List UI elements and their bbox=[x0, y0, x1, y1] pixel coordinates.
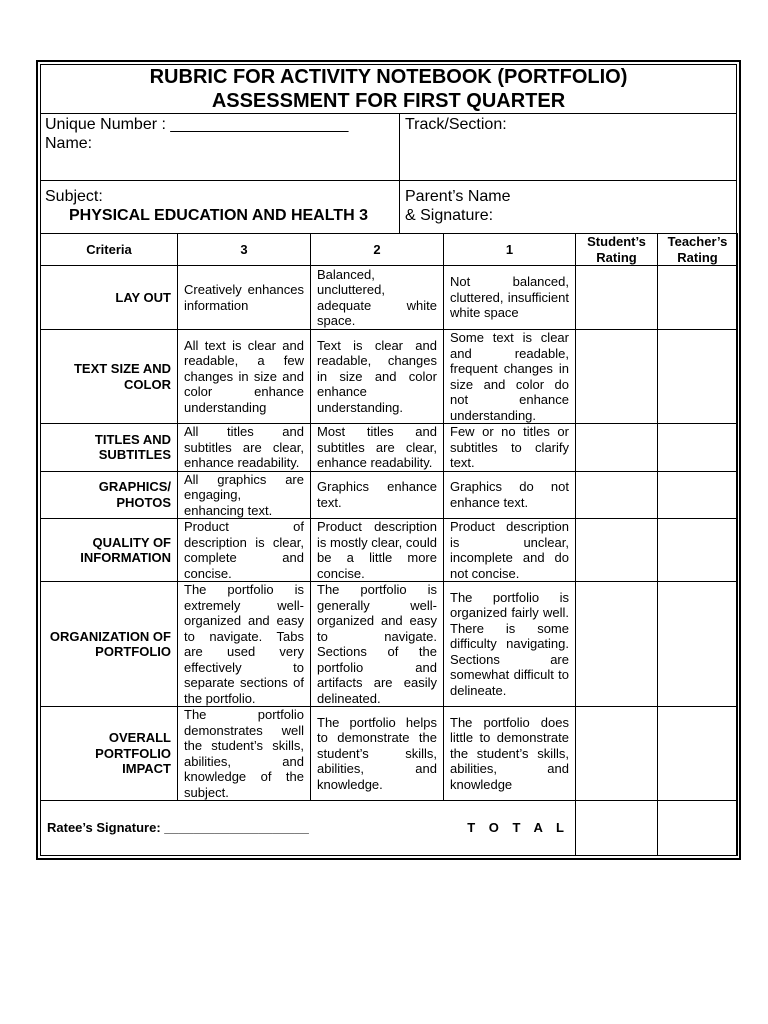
col-student-rating: Student’s Rating bbox=[576, 234, 658, 266]
table-row bbox=[41, 471, 738, 519]
table-row bbox=[41, 330, 738, 424]
student-rating-cell[interactable] bbox=[576, 707, 658, 801]
subject-label: Subject: bbox=[45, 188, 103, 205]
student-rating-cell[interactable] bbox=[576, 330, 658, 424]
score-2-cell: The portfolio helps to demonstrate the student’s skills, abilities, and knowledge. bbox=[311, 707, 444, 801]
teacher-rating-cell[interactable] bbox=[658, 519, 738, 582]
student-rating-cell[interactable] bbox=[576, 471, 658, 519]
teacher-total-cell[interactable] bbox=[658, 801, 738, 856]
unique-number-label: Unique Number : ____________________ bbox=[45, 116, 349, 133]
score-1-cell: Not balanced, cluttered, insufficient white space bbox=[444, 266, 576, 330]
score-3-cell: Creatively enhances information bbox=[178, 266, 311, 330]
criteria-cell: TEXT SIZE AND COLOR bbox=[41, 330, 178, 424]
teacher-rating-cell[interactable] bbox=[658, 471, 738, 519]
parent-signature-field bbox=[405, 187, 511, 225]
score-3-cell: The portfolio is extremely well-organized and easy to navigate. Tabs are used very effectively to separate sections of the portfolio. bbox=[178, 582, 311, 707]
score-3-cell: All graphics are engaging, enhancing text. bbox=[178, 471, 311, 519]
student-rating-cell[interactable] bbox=[576, 519, 658, 582]
ratee-signature: Ratee’s Signature: ____________________ bbox=[41, 801, 444, 856]
teacher-rating-cell[interactable] bbox=[658, 707, 738, 801]
total-label: T O T A L bbox=[444, 801, 576, 856]
track-section-label: Track/Section: bbox=[405, 116, 507, 133]
teacher-rating-cell[interactable] bbox=[658, 330, 738, 424]
title-line-1: RUBRIC FOR ACTIVITY NOTEBOOK (PORTFOLIO) bbox=[149, 66, 628, 88]
col-criteria: Criteria bbox=[41, 234, 178, 266]
table-row bbox=[41, 582, 738, 707]
table-row bbox=[41, 424, 738, 472]
teacher-rating-cell[interactable] bbox=[658, 266, 738, 330]
header-divider-vertical bbox=[399, 113, 400, 233]
rubric-table bbox=[40, 233, 738, 856]
score-3-cell: Product of description is clear, complete and concise. bbox=[178, 519, 311, 582]
score-3-cell: The portfolio demonstrates well the student’s skills, abilities, and knowledge of the subject. bbox=[178, 707, 311, 801]
score-1-cell: Graphics do not enhance text. bbox=[444, 471, 576, 519]
criteria-cell: LAY OUT bbox=[41, 266, 178, 330]
score-2-cell: Text is clear and readable, changes in size and color enhance understanding. bbox=[311, 330, 444, 424]
score-2-cell: Product description is mostly clear, could be a little more concise. bbox=[311, 519, 444, 582]
subject-field bbox=[45, 187, 368, 225]
score-1-cell: Few or no titles or subtitles to clarify text. bbox=[444, 424, 576, 472]
title-line-2: ASSESSMENT FOR FIRST QUARTER bbox=[211, 90, 566, 112]
score-1-cell: Product description is unclear, incomplete and do not concise. bbox=[444, 519, 576, 582]
teacher-rating-cell[interactable] bbox=[658, 582, 738, 707]
score-1-cell: The portfolio does little to demonstrate the student’s skills, abilities, and knowledge bbox=[444, 707, 576, 801]
criteria-cell: TITLES AND SUBTITLES bbox=[41, 424, 178, 472]
criteria-cell: QUALITY OF INFORMATION bbox=[41, 519, 178, 582]
score-3-cell: All text is clear and readable, a few changes in size and color enhance understanding bbox=[178, 330, 311, 424]
subject-value: PHYSICAL EDUCATION AND HEALTH 3 bbox=[69, 207, 368, 224]
score-2-cell: Most titles and subtitles are clear, enhance readability. bbox=[311, 424, 444, 472]
criteria-cell: ORGANIZATION OF PORTFOLIO bbox=[41, 582, 178, 707]
score-2-cell: Balanced, uncluttered, adequate white space. bbox=[311, 266, 444, 330]
col-score-2: 2 bbox=[311, 234, 444, 266]
student-total-cell[interactable] bbox=[576, 801, 658, 856]
student-rating-cell[interactable] bbox=[576, 424, 658, 472]
col-score-1: 1 bbox=[444, 234, 576, 266]
col-score-3: 3 bbox=[178, 234, 311, 266]
table-header-row bbox=[41, 234, 738, 266]
score-1-cell: The portfolio is organized fairly well. There is some difficulty navigating. Sections are somewhat difficult to delineate. bbox=[444, 582, 576, 707]
parent-signature-label: & Signature: bbox=[405, 207, 494, 224]
student-rating-cell[interactable] bbox=[576, 582, 658, 707]
col-teacher-rating: Teacher’s Rating bbox=[658, 234, 738, 266]
score-2-cell: The portfolio is generally well-organized and easy to navigate. Sections of the portfolio and artifacts are easily delineated. bbox=[311, 582, 444, 707]
teacher-rating-cell[interactable] bbox=[658, 424, 738, 472]
student-rating-cell[interactable] bbox=[576, 266, 658, 330]
unique-number-field bbox=[45, 115, 348, 153]
score-3-cell: All titles and subtitles are clear, enhance readability. bbox=[178, 424, 311, 472]
score-2-cell: Graphics enhance text. bbox=[311, 471, 444, 519]
total-row bbox=[41, 801, 738, 856]
table-row bbox=[41, 707, 738, 801]
criteria-cell: OVERALL PORTFOLIO IMPACT bbox=[41, 707, 178, 801]
table-row bbox=[41, 519, 738, 582]
document-title bbox=[41, 65, 736, 113]
name-label: Name: bbox=[45, 135, 93, 152]
parent-name-label: Parent’s Name bbox=[405, 188, 511, 205]
header-divider-middle bbox=[40, 180, 737, 181]
header-divider-top bbox=[40, 113, 737, 114]
score-1-cell: Some text is clear and readable, frequent changes in size and color do not enhance understanding. bbox=[444, 330, 576, 424]
table-row bbox=[41, 266, 738, 330]
criteria-cell: GRAPHICS/ PHOTOS bbox=[41, 471, 178, 519]
